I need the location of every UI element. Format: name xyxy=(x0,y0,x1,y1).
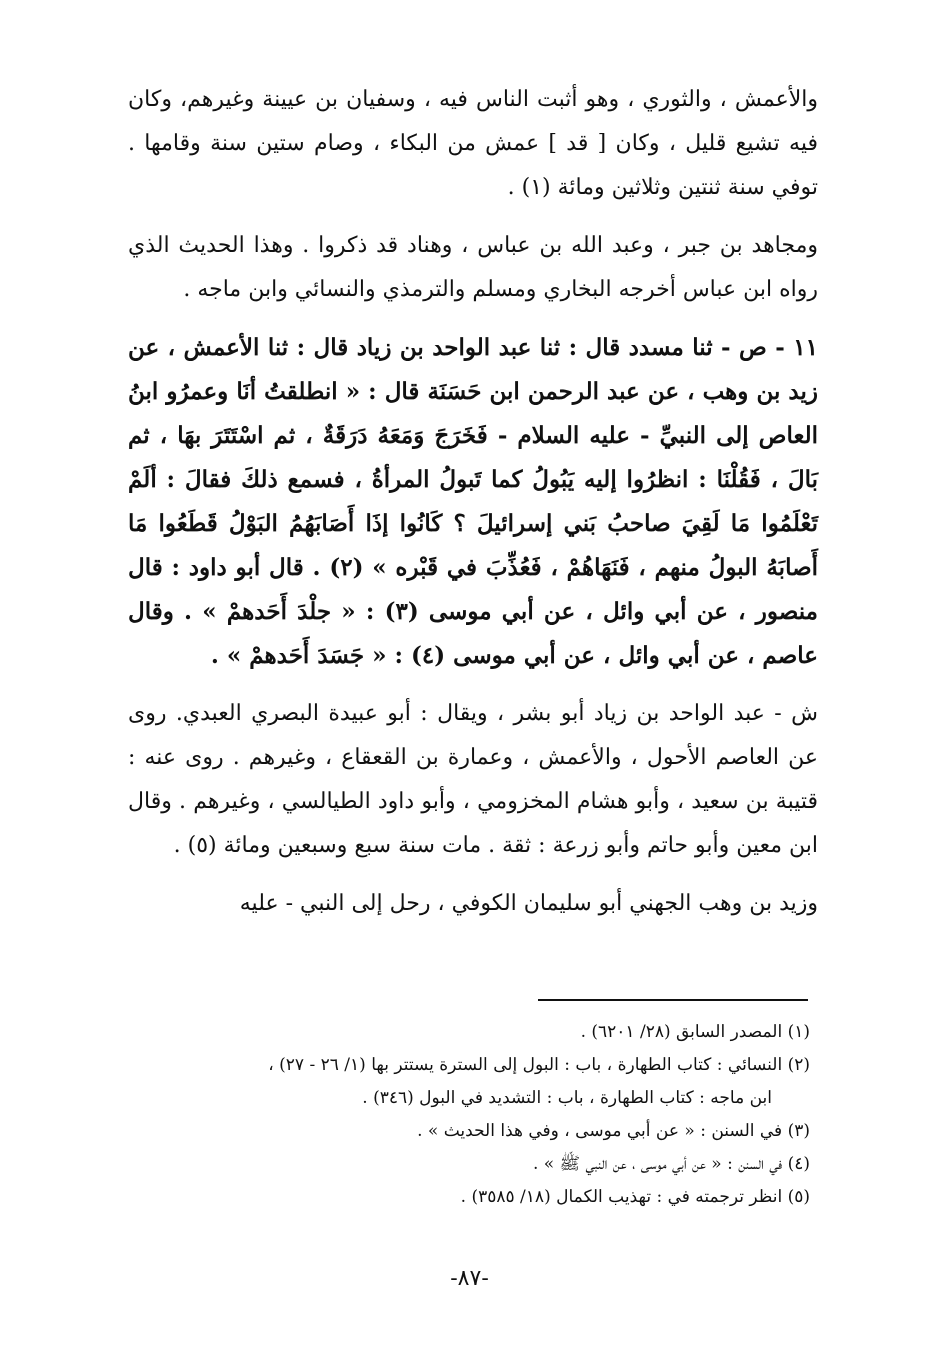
main-text xyxy=(128,78,818,940)
footnotes xyxy=(128,1016,810,1214)
footnote-divider xyxy=(538,999,808,1001)
paragraph-5: وزيد بن وهب الجهني أبو سليمان الكوفي ، رحل إلى النبي - عليه xyxy=(239,891,818,916)
paragraph-1: والأعمش ، والثوري ، وهو أثبت الناس فيه ، وسفيان بن عيينة وغيرهم، وكان فيه تشيع قليل ، وكان [ قد ] عمش من البكاء ، وصام ستين سنة وقامها . توفي سنة ثنتين وثلاثين ومائة (١) . xyxy=(128,87,818,200)
footnote-2-continuation: ابن ماجه : كتاب الطهارة ، باب : التشديد في البول (٣٤٦) . xyxy=(362,1088,772,1108)
page-number: -٨٧- xyxy=(450,1266,489,1291)
paragraph-2: ومجاهد بن جبر ، وعبد الله بن عباس ، وهناد قد ذكروا . وهذا الحديث الذي رواه ابن عباس أخرجه البخاري ومسلم والترمذي والنسائي وابن ماجه . xyxy=(128,233,818,302)
footnote-5: (٥) انظر ترجمته في : تهذيب الكمال (١٨/ ٣٥٨٥) . xyxy=(460,1187,810,1207)
footnote-1: (١) المصدر السابق (٢٨/ ٦٢٠١) . xyxy=(580,1022,810,1042)
hadith-paragraph: ١١ - ص - ثنا مسدد قال : ثنا عبد الواحد بن زياد قال : ثنا الأعمش ، عن زيد بن وهب ، عن عبد الرحمن ابن حَسَنَة قال : « انطلقتُ أنَا وعمرُو ابنُ العاص إلى النبيِّ - عليه السلام - فَخَرَجَ وَمَعَهُ دَرَقَةٌ ، ثم اسْتَتَرَ بهَا ، ثم بَالَ ، فَقُلْنَا : انظرُوا إليه يَبُولُ كما تَبولُ المرأةُ ، فسمع ذلكَ فقالَ : ألَمْ تَعْلَمُوا مَا لَقِيَ صاحبُ بَني إسرائيلَ ؟ كَانُوا إذَا أَصَابَهُمُ البَوْلُ قَطَعُوا مَا أَصابَهُ البولُ منهم ، فَنَهَاهُمْ ، فَعُذِّبَ في قَبْره » (٢) . قال أبو داود : قال منصور ، عن أبي وائل ، عن أبي موسى (٣) : « جلْدَ أَحَدهمْ » . وقال عاصم ، عن أبي وائل ، عن أبي موسى (٤) : « جَسَدَ أَحَدهمْ » . xyxy=(128,334,818,669)
paragraph-4: ش - عبد الواحد بن زياد أبو بشر ، ويقال : أبو عبيدة البصري العبدي. روى عن العاصم الأحول ، والأعمش ، وعمارة بن القعقاع ، وغيرهم . روى عنه : قتيبة بن سعيد ، وأبو هشام المخزومي ، وأبو داود الطيالسي ، وغيرهم . وقال ابن معين وأبو حاتم وأبو زرعة : ثقة . مات سنة سبع وسبعين ومائة (٥) . xyxy=(128,701,819,858)
footnote-3: (٣) في السنن : « عن أبي موسى ، وفي هذا الحديث » . xyxy=(417,1121,810,1141)
footnote-4: (٤) في السنن : « عن أبي موسى ، عن النبي ﷺ » . xyxy=(532,1154,810,1174)
footnote-2: (٢) النسائي : كتاب الطهارة ، باب : البول إلى السترة يستتر بها (١/ ٢٦ - ٢٧) ، xyxy=(268,1055,810,1075)
